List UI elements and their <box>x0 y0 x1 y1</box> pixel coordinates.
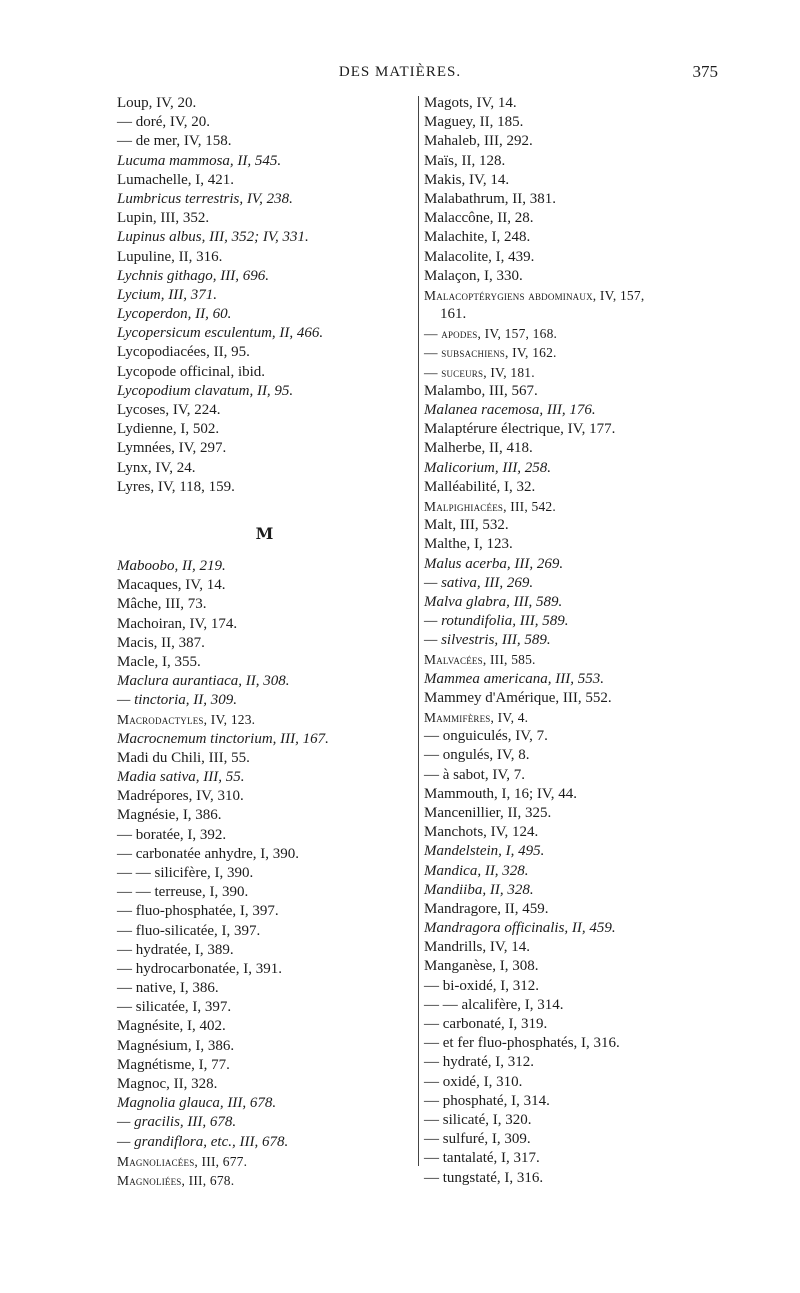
index-entry-text: Malpighiacées, III, 542. <box>424 498 556 514</box>
index-entry <box>424 900 714 919</box>
index-entry-text: Mammea americana, III, 553. <box>424 670 604 687</box>
index-entry <box>424 1169 714 1188</box>
index-entry <box>117 557 412 576</box>
index-entry <box>117 826 412 845</box>
index-entry <box>424 708 714 727</box>
index-entry <box>424 401 714 420</box>
index-entry-text: Mandragora officinalis, II, 459. <box>424 920 616 937</box>
index-entry-text: Lumachelle, I, 421. <box>117 171 235 188</box>
index-entry <box>424 1015 714 1034</box>
index-entry-text: — et fer fluo-phosphatés, I, 316. <box>424 1035 620 1052</box>
index-entry <box>424 497 714 516</box>
index-entry <box>117 286 412 305</box>
index-entry-text: Mâche, III, 73. <box>117 596 207 613</box>
index-entry <box>117 998 412 1017</box>
index-entry <box>117 749 412 768</box>
index-column-left <box>117 94 412 1190</box>
index-entry-text: — — terreuse, I, 390. <box>117 884 249 901</box>
index-entry <box>117 730 412 749</box>
index-entry-text: Malaçon, I, 330. <box>424 267 523 284</box>
index-entry <box>424 1092 714 1111</box>
index-entry-text: — — alcalifère, I, 314. <box>424 996 564 1013</box>
index-entry <box>117 883 412 902</box>
index-entry-text: — tantalaté, I, 317. <box>424 1150 540 1167</box>
index-entry-text: Maboobo, II, 219. <box>117 557 226 574</box>
index-entry <box>424 1111 714 1130</box>
index-entry <box>424 842 714 861</box>
index-entry <box>117 960 412 979</box>
index-entry-text: — suceurs, IV, 181. <box>424 364 535 380</box>
index-entry-text: Lynx, IV, 24. <box>117 459 196 476</box>
index-entry-text: Macaques, IV, 14. <box>117 577 226 594</box>
index-entry <box>424 228 714 247</box>
index-entry-text: Macrodactyles, IV, 123. <box>117 712 256 728</box>
index-entry-text: Magnésie, I, 386. <box>117 807 222 824</box>
index-entry-text: Lydienne, I, 502. <box>117 421 220 438</box>
index-entry-text: — bi-oxidé, I, 312. <box>424 977 539 994</box>
index-entry-text: Malus acerba, III, 269. <box>424 555 564 572</box>
index-entry <box>424 1053 714 1072</box>
index-entry-text: Mandica, II, 328. <box>424 862 529 879</box>
section-letter-heading: M <box>255 523 274 543</box>
index-entry-text: Lupinus albus, III, 352; IV, 331. <box>117 229 309 246</box>
index-entry-text: Lycopersicum esculentum, II, 466. <box>117 325 324 342</box>
index-column-right <box>424 94 714 1188</box>
index-entry <box>117 343 412 362</box>
index-entry-text: Malachite, I, 248. <box>424 229 531 246</box>
index-entry <box>424 862 714 881</box>
index-entry <box>117 864 412 883</box>
index-entry <box>117 401 412 420</box>
index-entry <box>424 171 714 190</box>
index-entry <box>117 653 412 672</box>
index-entry <box>117 1056 412 1075</box>
index-entry-text: Malanea racemosa, III, 176. <box>424 402 596 418</box>
index-entry-text: Magnésium, I, 386. <box>117 1037 235 1054</box>
index-entry <box>117 768 412 787</box>
index-entry <box>117 152 412 171</box>
index-entry <box>424 209 714 228</box>
index-entry <box>424 977 714 996</box>
index-entry-text: Macis, II, 387. <box>117 634 205 651</box>
index-entry <box>424 938 714 957</box>
index-entry <box>117 710 412 729</box>
index-entry <box>117 806 412 825</box>
index-entry-text: — boratée, I, 392. <box>117 826 227 843</box>
index-entry <box>117 595 412 614</box>
index-entry-text: — sativa, III, 269. <box>424 574 534 591</box>
index-entry <box>424 420 714 439</box>
index-entry <box>424 190 714 209</box>
running-header: DES MATIÈRES. <box>338 64 462 80</box>
index-entry <box>117 1037 412 1056</box>
index-entry <box>117 478 412 497</box>
index-entry-text: Malacoptérygiens abdominaux, IV, 157, <box>424 287 645 303</box>
index-entry <box>117 1094 412 1113</box>
index-entry-text: Magnoc, II, 328. <box>117 1076 218 1092</box>
index-entry <box>117 1133 412 1152</box>
index-entry <box>424 804 714 823</box>
index-entry <box>117 672 412 691</box>
index-entry <box>424 1034 714 1053</box>
index-entry-text: Magnolia glauca, III, 678. <box>117 1095 277 1112</box>
index-entry-text: — hydratée, I, 389. <box>117 941 234 958</box>
index-entry-text: Lymnées, IV, 297. <box>117 440 227 457</box>
index-entry-text: Lycopodiacées, II, 95. <box>117 344 250 361</box>
index-entry <box>424 631 714 650</box>
index-entry-text: Magnoliées, III, 678. <box>117 1172 235 1188</box>
index-entry <box>424 881 714 900</box>
index-entry <box>424 305 714 324</box>
index-entry-text: Mammouth, I, 16; IV, 44. <box>424 785 578 802</box>
index-entry <box>424 478 714 497</box>
index-entry-text: Lycoperdon, II, 60. <box>117 306 232 323</box>
index-entry-text: Mancenillier, II, 325. <box>424 804 552 821</box>
index-entry-text: Magnoliacées, III, 677. <box>117 1153 248 1169</box>
index-entry-text: — native, I, 386. <box>117 980 219 997</box>
index-entry-text: Malambo, III, 567. <box>424 382 538 399</box>
index-entry <box>424 286 714 305</box>
index-entry <box>117 363 412 382</box>
index-entry <box>117 979 412 998</box>
index-entry-text: — phosphaté, I, 314. <box>424 1092 550 1109</box>
index-entry-text: Maclura aurantiaca, II, 308. <box>117 673 290 690</box>
index-entry-text: Mandelstein, I, 495. <box>424 843 545 860</box>
index-entry-text: Malicorium, III, 258. <box>424 459 552 476</box>
index-entry-text: — onguiculés, IV, 7. <box>424 728 548 745</box>
index-entry <box>117 228 412 247</box>
index-entry-text: — grandiflora, etc., III, 678. <box>117 1133 289 1150</box>
index-entry-text: — silicatée, I, 397. <box>117 999 232 1016</box>
index-entry-text: Lycopodium clavatum, II, 95. <box>117 382 294 399</box>
index-entry-text: Lycoses, IV, 224. <box>117 402 221 418</box>
index-entry <box>117 1152 412 1171</box>
entries-letter-l <box>117 94 412 497</box>
index-entry <box>424 650 714 669</box>
index-entry-text: — fluo-silicatée, I, 397. <box>117 922 261 939</box>
index-entry-text: Lychnis githago, III, 696. <box>117 267 270 284</box>
entries-letter-m <box>117 557 412 1190</box>
index-entry <box>424 1130 714 1149</box>
index-entry-text: Malaptérure électrique, IV, 177. <box>424 421 616 438</box>
index-entry-text: Magots, IV, 14. <box>424 95 517 111</box>
index-entry <box>424 957 714 976</box>
index-entry-text: Makis, IV, 14. <box>424 171 510 188</box>
index-entry-text: Madia sativa, III, 55. <box>117 769 245 785</box>
index-entry-text: — doré, IV, 20. <box>117 114 211 131</box>
index-entry <box>424 459 714 478</box>
index-entry <box>424 766 714 785</box>
index-entry-text: Loup, IV, 20. <box>117 95 197 111</box>
index-entry-text: Manganèse, I, 308. <box>424 958 539 975</box>
index-entry-text: Manchots, IV, 124. <box>424 824 539 841</box>
index-entry-text: — tinctoria, II, 309. <box>117 692 237 709</box>
index-entry-text: Lupuline, II, 316. <box>117 248 223 265</box>
index-entry <box>117 420 412 439</box>
index-entry-text: Malacolite, I, 439. <box>424 248 535 265</box>
index-entry-text: Malléabilité, I, 32. <box>424 478 536 495</box>
index-entry <box>117 382 412 401</box>
index-entry-text: Mahaleb, III, 292. <box>424 133 533 150</box>
index-entry-text: — gracilis, III, 678. <box>117 1114 237 1131</box>
index-entry-text: — tungstaté, I, 316. <box>424 1169 544 1186</box>
index-entry <box>117 190 412 209</box>
index-entry-text: — sulfuré, I, 309. <box>424 1131 531 1148</box>
index-entry <box>424 132 714 151</box>
index-entry <box>117 615 412 634</box>
index-entry <box>117 305 412 324</box>
index-entry-text: Malaccône, II, 28. <box>424 210 534 227</box>
index-entry <box>117 248 412 267</box>
index-entry <box>117 1171 412 1190</box>
index-entry <box>117 691 412 710</box>
index-entry <box>424 612 714 631</box>
index-entry <box>424 574 714 593</box>
index-entry <box>424 555 714 574</box>
index-entry-text: Machoiran, IV, 174. <box>117 615 238 632</box>
index-entry <box>117 94 412 113</box>
index-entry <box>117 267 412 286</box>
index-entry <box>117 941 412 960</box>
index-entry-text: Macrocnemum tinctorium, III, 167. <box>117 730 329 747</box>
index-entry <box>117 902 412 921</box>
index-entry <box>117 132 412 151</box>
index-entry-text: Malherbe, II, 418. <box>424 440 533 457</box>
index-entry-text: Malthe, I, 123. <box>424 536 513 553</box>
index-entry-text: Malabathrum, II, 381. <box>424 190 557 207</box>
index-entry <box>424 363 714 382</box>
index-entry-text: — fluo-phosphatée, I, 397. <box>117 903 279 920</box>
index-entry <box>424 919 714 938</box>
index-entry-text: Maguey, II, 185. <box>424 114 524 131</box>
index-entry-text: Lyres, IV, 118, 159. <box>117 478 235 495</box>
column-divider <box>418 96 419 1166</box>
index-entry <box>424 343 714 362</box>
index-entry <box>424 746 714 765</box>
index-entry-text: Madrépores, IV, 310. <box>117 788 244 805</box>
index-entry <box>424 823 714 842</box>
index-entry <box>424 382 714 401</box>
index-entry <box>424 94 714 113</box>
index-entry-text: Mammifères, IV, 4. <box>424 710 529 725</box>
index-entry <box>424 670 714 689</box>
index-entry-text: — hydrocarbonatée, I, 391. <box>117 960 282 977</box>
index-entry <box>117 439 412 458</box>
index-entry <box>117 324 412 343</box>
index-entry <box>117 171 412 190</box>
index-entry-text: Lumbricus terrestris, IV, 238. <box>117 190 293 207</box>
index-entry <box>117 1075 412 1094</box>
index-entry-text: Malva glabra, III, 589. <box>424 593 563 610</box>
index-entry-text: Madi du Chili, III, 55. <box>117 749 250 766</box>
index-entry-text: — à sabot, IV, 7. <box>424 766 525 783</box>
index-entry-text: — rotundifolia, III, 589. <box>424 613 569 630</box>
index-entry-text: Mandrills, IV, 14. <box>424 939 530 956</box>
index-entry <box>117 209 412 228</box>
index-entry <box>117 845 412 864</box>
index-entry-text: Magnétisme, I, 77. <box>117 1056 230 1073</box>
index-entry-text: — hydraté, I, 312. <box>424 1054 534 1071</box>
index-entry-text: Mandragore, II, 459. <box>424 900 549 917</box>
index-entry-text: — de mer, IV, 158. <box>117 133 232 150</box>
index-entry-text: — silvestris, III, 589. <box>424 632 551 649</box>
index-entry-text: Mammey d'Amérique, III, 552. <box>424 689 612 706</box>
index-entry-text: Lucuma mammosa, II, 545. <box>117 152 282 169</box>
index-entry <box>117 576 412 595</box>
index-entry <box>117 787 412 806</box>
index-entry-text: Mandiiba, II, 328. <box>424 881 534 898</box>
index-entry-text: Malt, III, 532. <box>424 517 509 534</box>
index-entry <box>424 996 714 1015</box>
index-entry <box>117 634 412 653</box>
index-entry-text: — — silicifère, I, 390. <box>117 864 254 881</box>
index-entry <box>117 113 412 132</box>
index-entry-text: Lycopode officinal, ibid. <box>117 363 266 380</box>
index-entry-text: Maïs, II, 128. <box>424 152 506 169</box>
index-entry-text: 161. <box>440 306 467 323</box>
index-entry <box>424 267 714 286</box>
index-entry <box>424 1073 714 1092</box>
index-entry <box>117 1113 412 1132</box>
index-entry-text: Malvacées, III, 585. <box>424 652 536 668</box>
index-entry <box>424 785 714 804</box>
index-entry-text: Magnésite, I, 402. <box>117 1018 226 1035</box>
entries-right <box>424 94 714 1188</box>
index-entry <box>424 439 714 458</box>
index-entry <box>424 535 714 554</box>
index-entry-text: Macle, I, 355. <box>117 653 201 670</box>
index-entry <box>424 727 714 746</box>
index-entry <box>424 152 714 171</box>
index-entry <box>117 459 412 478</box>
index-entry <box>424 593 714 612</box>
index-entry-text: — apodes, IV, 157, 168. <box>424 326 558 342</box>
index-entry-text: Lupin, III, 352. <box>117 210 210 227</box>
index-entry-text: — subsachiens, IV, 162. <box>424 345 557 361</box>
index-entry <box>424 689 714 708</box>
index-entry-text: — carbonaté, I, 319. <box>424 1016 548 1032</box>
index-entry <box>424 248 714 267</box>
index-entry <box>424 1149 714 1168</box>
index-entry <box>117 1017 412 1036</box>
index-entry <box>117 922 412 941</box>
index-entry-text: Lycium, III, 371. <box>117 286 217 303</box>
index-entry-text: — ongulés, IV, 8. <box>424 747 530 764</box>
page-number: 375 <box>692 62 718 81</box>
index-entry-text: — carbonatée anhydre, I, 390. <box>117 845 300 862</box>
index-entry <box>424 516 714 535</box>
index-entry <box>424 324 714 343</box>
index-entry-text: — silicaté, I, 320. <box>424 1111 532 1128</box>
index-entry-text: — oxidé, I, 310. <box>424 1073 523 1090</box>
index-entry <box>424 113 714 132</box>
